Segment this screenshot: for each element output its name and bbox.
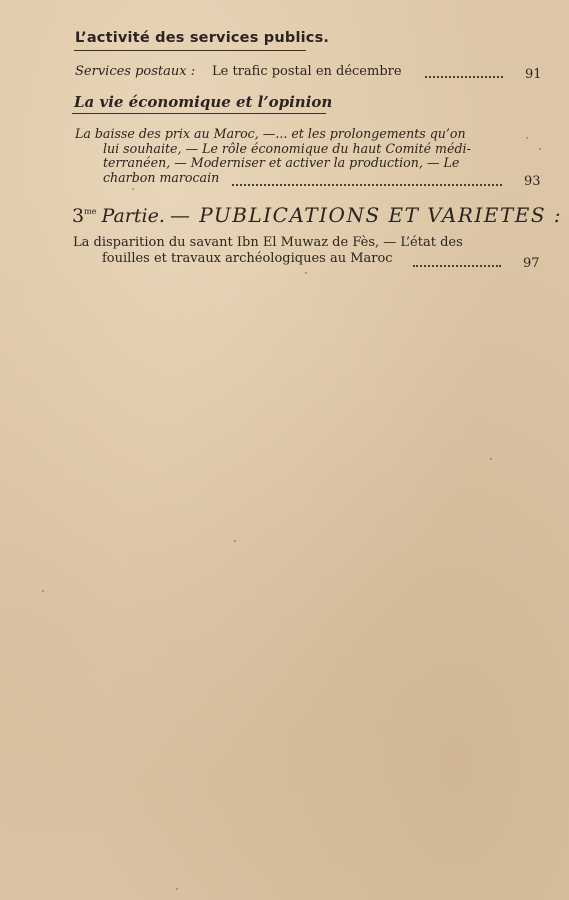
toc-leader-dots bbox=[425, 76, 503, 78]
section-title-services-publics: L’activité des services publics. bbox=[75, 30, 330, 46]
toc-leader-dots bbox=[413, 265, 501, 267]
paper-speck bbox=[132, 188, 134, 190]
toc-page-number: 93 bbox=[524, 174, 541, 189]
part-label: Partie. bbox=[101, 205, 165, 227]
paper-speck bbox=[176, 888, 178, 890]
toc-entry-text: Le trafic postal en décembre bbox=[212, 64, 402, 79]
part-heading bbox=[72, 203, 562, 227]
section-title-vie-economique: La vie économique et l’opinion bbox=[74, 93, 333, 111]
toc-leader-dots bbox=[232, 184, 502, 186]
part-number-suffix: me bbox=[84, 206, 97, 216]
part-number: 3 bbox=[72, 205, 85, 227]
part-title: — PUBLICATIONS ET VARIETES : bbox=[169, 203, 563, 227]
toc-entry-line-4: charbon marocain bbox=[103, 170, 220, 185]
section-title-underline bbox=[74, 50, 306, 51]
paper-speck bbox=[490, 458, 492, 460]
section-title-underline bbox=[72, 113, 326, 114]
toc-entry-line-1: La disparition du savant Ibn El Muwaz de Fès, — L’état des bbox=[73, 235, 463, 250]
toc-page-number: 91 bbox=[525, 67, 542, 82]
paper-speck bbox=[42, 590, 44, 592]
paper-speck bbox=[526, 137, 528, 139]
toc-entry-line-1: La baisse des prix au Maroc, —... et les prolongements qu’on bbox=[75, 126, 466, 141]
paper-speck bbox=[539, 148, 541, 150]
paper-speck bbox=[234, 540, 236, 542]
toc-entry-line-3: terranéen, — Moderniser et activer la production, — Le bbox=[103, 155, 460, 170]
toc-page-number: 97 bbox=[523, 256, 540, 271]
toc-entry-line-2: fouilles et travaux archéologiques au Maroc bbox=[102, 251, 393, 266]
toc-entry-label: Services postaux : bbox=[75, 64, 196, 79]
paper-speck bbox=[305, 272, 307, 274]
toc-entry-line-2: lui souhaite, — Le rôle économique du haut Comité médi- bbox=[103, 141, 471, 156]
